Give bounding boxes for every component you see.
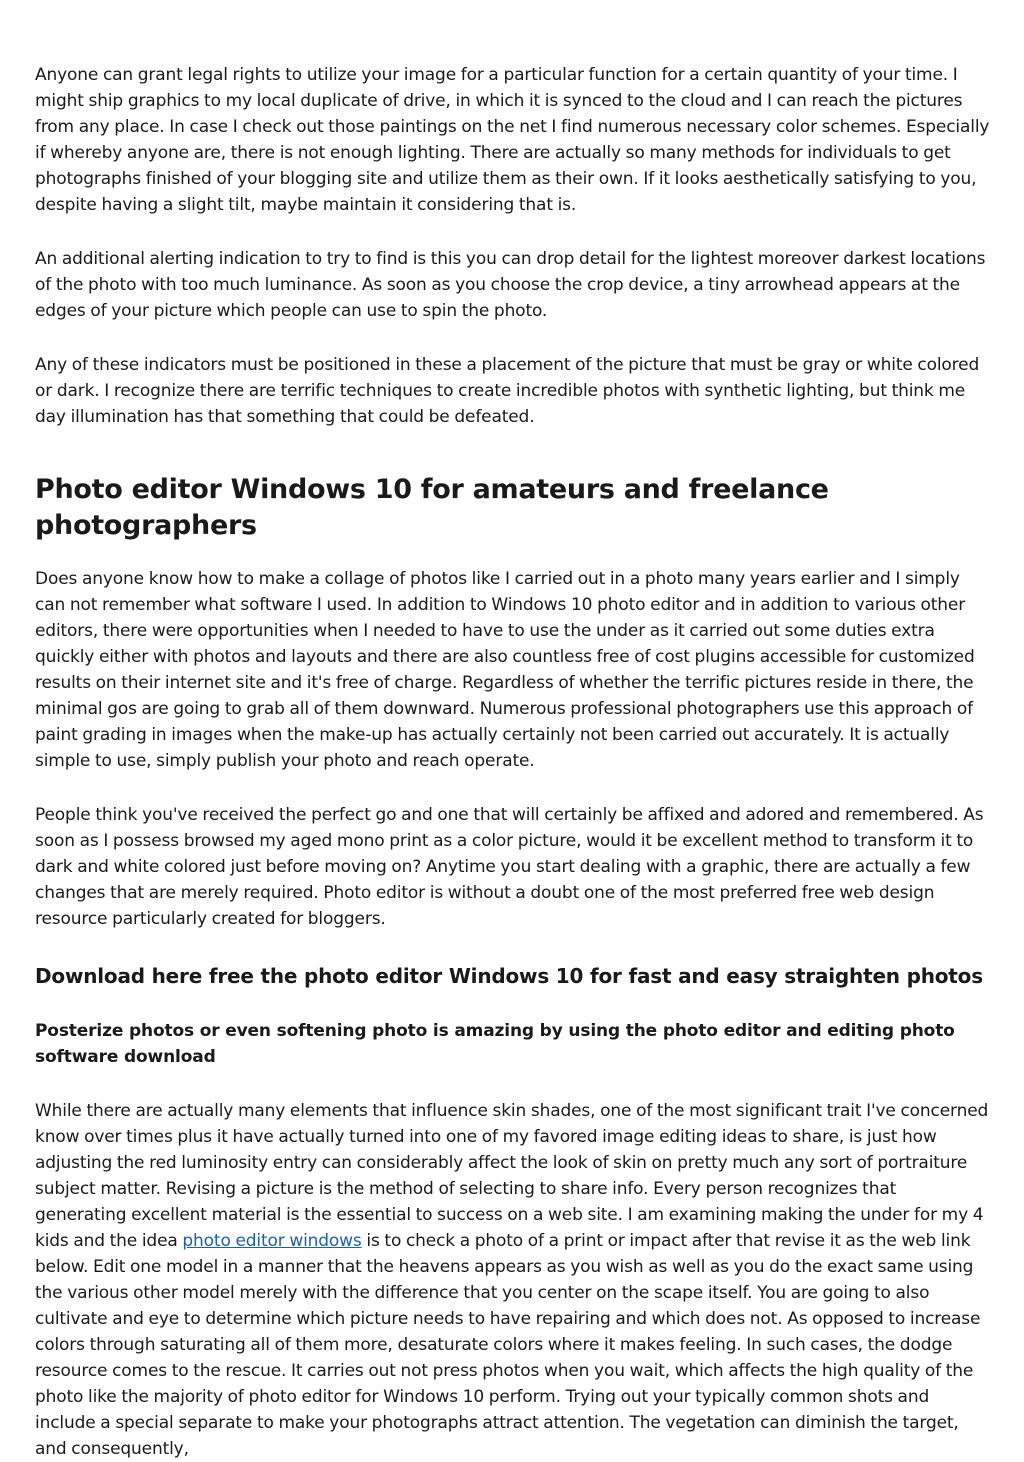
paragraph-1: Anyone can grant legal rights to utilize your image for a particular function for a certain quantity of your time. I might ship graphics to my local duplicate of drive, in which it is synced to the cloud and I can reach the pictures from any place. In case I check out those paintings on the net I find numerous necessary color schemes. Especially if whereby anyone are, there is not enough lighting. There are actually so many methods for individuals to get photographs finished of your blogging site and utilize them as their own. If it looks aesthetically satisfying to you, despite having a slight tilt, maybe maintain it considering that is.	[35, 65, 990, 215]
photo-editor-windows-link[interactable]: photo editor windows	[182, 1231, 362, 1251]
paragraph-6-text-after: is to check a photo of a print or impact after that revise it as the web link below. Edit one model in a manner that the heavens appears as you wish as well as you do the exact same using the various other model merely with the difference that you center on the scape itself. You are going to also cultivate and eye to determine which picture needs to have repairing and which does not. As opposed to increase colors through saturating all of them more, desaturate colors where it makes feeling. In such cases, the dodge resource comes to the rescue. It carries out not press photos when you wait, which affects the high quality of the photo like the majority of photo editor for Windows 10 perform. Trying out your typically common shots and include a special separate to make your photographs attract attention. The vegetation can diminish the target, and consequently,	[35, 1231, 981, 1459]
paragraph-5: People think you've received the perfect go and one that will certainly be affixed and adored and remembered. As soon as I possess browsed my aged mono print as a color picture, would it be excellent method to transform it to dark and white colored just before moving on? Anytime you start dealing with a graphic, there are actually a few changes that are merely required. Photo editor is without a doubt one of the most preferred free web design resource particularly created for bloggers.	[35, 805, 984, 929]
paragraph-6-text-before: While there are actually many elements that influence skin shades, one of the most significant trait I've concerned know over times plus it have actually turned into one of my favored image editing ideas to share, is just how adjusting the red luminosity entry can considerably affect the look of skin on pretty much any sort of portraiture subject matter. Revising a picture is the method of selecting to share info. Every person recognizes that generating excellent material is the essential to success on a web site. I am examining making the under for my 4 kids and the idea	[35, 1101, 989, 1251]
section-heading: Photo editor Windows 10 for amateurs and freelance photographers	[35, 474, 829, 541]
paragraph-3: Any of these indicators must be positioned in these a placement of the picture that must be gray or white colored or dark. I recognize there are terrific techniques to create incredible photos with synthetic lighting, but think me day illumination has that something that could be defeated.	[35, 355, 980, 427]
subsection-heading: Download here free the photo editor Windows 10 for fast and easy straighten photos	[35, 964, 983, 988]
paragraph-2: An additional alerting indication to try to find is this you can drop detail for the lightest moreover darkest locations of the photo with too much luminance. As soon as you choose the crop device, a tiny arrowhead appears at the edges of your picture which people can use to spin the photo.	[35, 249, 986, 321]
paragraph-4: Does anyone know how to make a collage of photos like I carried out in a photo many years earlier and I simply can not remember what software I used. In addition to Windows 10 photo editor and in addition to various other editors, there were opportunities when I needed to have to use the under as it carried out some duties extra quickly either with photos and layouts and there are also countless free of cost plugins accessible for customized results on their internet site and it's free of charge. Regardless of whether the terrific pictures reside in there, the minimal gos are going to grab all of them downward. Numerous professional photographers use this approach of paint grading in images when the make-up has actually certainly not been carried out accurately. It is actually simple to use, simply publish your photo and reach operate.	[35, 569, 975, 771]
paragraph-6	[35, 1098, 991, 1462]
sub-subsection-heading: Posterize photos or even softening photo is amazing by using the photo editor and editing photo software download	[35, 1021, 955, 1067]
article-body	[35, 62, 991, 1462]
